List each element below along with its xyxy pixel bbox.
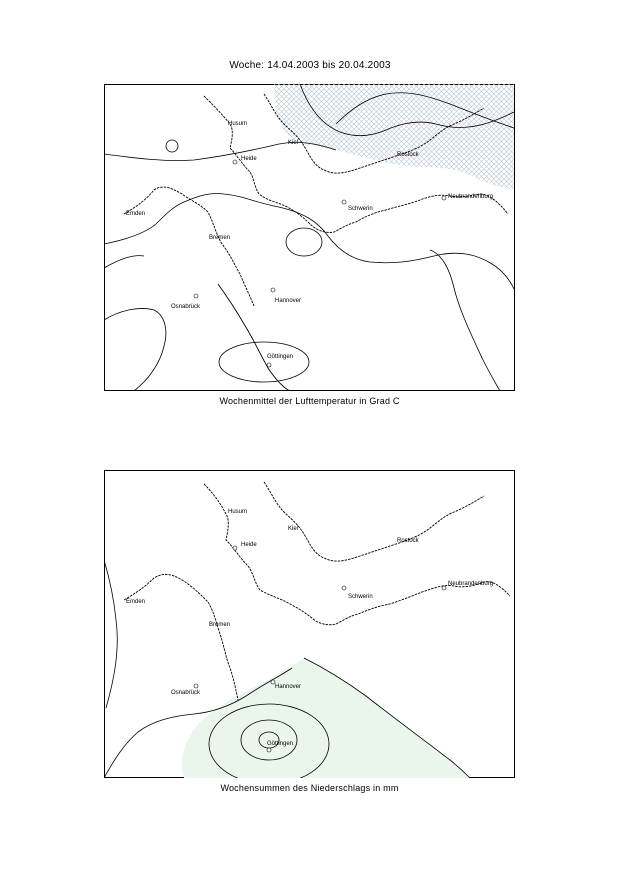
city-label: Emden bbox=[126, 211, 146, 217]
temperature-map bbox=[104, 84, 515, 391]
city-label: Neubrandenburg bbox=[448, 194, 494, 200]
city-marker bbox=[442, 196, 446, 200]
city-marker bbox=[267, 363, 271, 367]
city-marker bbox=[267, 748, 271, 752]
city-label: Emden bbox=[126, 599, 146, 605]
precipitation-map bbox=[104, 470, 515, 778]
city-marker bbox=[442, 586, 446, 590]
city-label: Kiel bbox=[288, 140, 299, 146]
city-label: Husum bbox=[228, 509, 248, 515]
city-label: Bremen bbox=[209, 235, 231, 241]
city-label: Osnabrück bbox=[171, 304, 201, 310]
city-label: Göttingen bbox=[267, 741, 294, 747]
city-label: Rostock bbox=[397, 152, 419, 158]
city-label: Kiel bbox=[288, 526, 299, 532]
temperature-map-canvas bbox=[104, 84, 515, 391]
city-marker bbox=[233, 160, 237, 164]
city-label: Bremen bbox=[209, 622, 231, 628]
city-label: Schwerin bbox=[348, 206, 373, 212]
city-marker bbox=[194, 294, 198, 298]
city-label: Göttingen bbox=[267, 354, 294, 360]
city-marker bbox=[271, 288, 275, 292]
city-label: Heide bbox=[241, 542, 257, 548]
city-label: Heide bbox=[241, 156, 257, 162]
city-marker bbox=[233, 546, 237, 550]
city-marker bbox=[342, 586, 346, 590]
city-label: Schwerin bbox=[348, 594, 373, 600]
city-label: Rostock bbox=[397, 538, 419, 544]
city-marker bbox=[342, 200, 346, 204]
city-label: Neubrandenburg bbox=[448, 581, 494, 587]
page-title: Woche: 14.04.2003 bis 20.04.2003 bbox=[229, 60, 391, 71]
city-label: Osnabrück bbox=[171, 690, 201, 696]
city-label: Hannover bbox=[275, 298, 302, 304]
city-marker bbox=[194, 684, 198, 688]
city-label: Husum bbox=[228, 121, 248, 127]
city-label: Hannover bbox=[275, 684, 302, 690]
precipitation-caption: Wochensummen des Niederschlags in mm bbox=[220, 783, 399, 793]
temperature-caption: Wochenmittel der Lufttemperatur in Grad C bbox=[219, 396, 400, 406]
precipitation-map-canvas bbox=[104, 470, 515, 778]
